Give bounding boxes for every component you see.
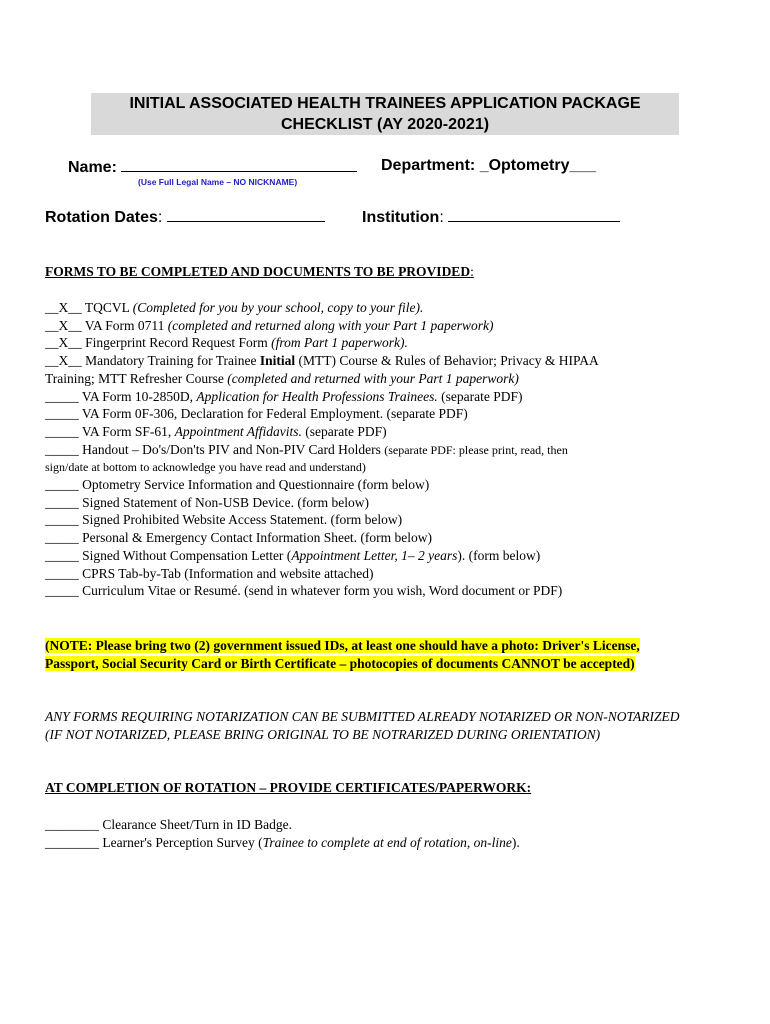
item-text: VA Form 0711	[81, 317, 168, 333]
checkbox-mark[interactable]: _____	[45, 423, 79, 439]
department-label: Department:	[381, 157, 476, 174]
checklist-item	[45, 334, 408, 351]
checkbox-mark[interactable]: _____	[45, 547, 79, 563]
item-text: Fingerprint Record Request Form	[81, 335, 272, 351]
rotation-dates-blank[interactable]	[167, 207, 325, 222]
item-italic-text: (from Part 1 paperwork).	[271, 335, 408, 351]
checklist-item	[45, 388, 523, 405]
item-text: Clearance Sheet/Turn in ID Badge.	[99, 817, 292, 832]
item-text: VA Form 0F-306, Declaration for Federal Employment. (separate PDF)	[78, 406, 468, 422]
checkbox-mark[interactable]: _____	[45, 565, 79, 581]
checkbox-mark[interactable]: _____	[45, 441, 79, 457]
item-text: VA Form SF-61,	[78, 423, 175, 439]
page-title	[91, 93, 679, 135]
item-text: (MTT) Course & Rules of Behavior; Privacy & HIPAA	[295, 353, 599, 369]
checkbox-mark[interactable]: __X__	[45, 317, 82, 333]
title-line-2: CHECKLIST (AY 2020-2021)	[280, 116, 490, 133]
checkbox-mark[interactable]: _____	[45, 477, 79, 492]
item-text: sign/date at bottom to acknowledge you have read and understand)	[45, 460, 366, 475]
item-text: Mandatory Training for Trainee	[81, 353, 260, 369]
checklist-item	[45, 423, 387, 440]
checkbox-mark[interactable]: _____	[45, 406, 79, 422]
name-blank[interactable]	[121, 157, 357, 172]
item-italic-text: (Completed for you by your school, copy to your file).	[132, 300, 424, 315]
item-text: ).	[511, 834, 520, 850]
checklist-item	[45, 370, 519, 387]
item-text: Signed Prohibited Website Access Statement. (form below)	[78, 512, 403, 528]
item-text: TQCVL	[81, 300, 133, 315]
item-text: CPRS Tab-by-Tab (Information and website attached)	[78, 565, 374, 581]
checkbox-mark[interactable]: __X__	[45, 300, 82, 315]
completion-heading: AT COMPLETION OF ROTATION – PROVIDE CERTIFICATES/PAPERWORK:	[45, 780, 532, 795]
item-text: VA Form 10-2850D,	[78, 388, 197, 404]
name-note: (Use Full Legal Name – NO NICKNAME)	[138, 177, 298, 187]
checklist-item	[45, 582, 562, 599]
checklist-item	[45, 441, 568, 459]
checklist-item	[45, 458, 366, 476]
checkbox-mark[interactable]: ________	[45, 817, 99, 832]
item-small-text: (separate PDF: please print, read, then	[384, 442, 568, 457]
item-italic-text: (completed and returned with your Part 1 paperwork)	[227, 370, 519, 386]
item-italic-text: (completed and returned along with your Part 1 paperwork)	[167, 317, 494, 333]
item-text: Handout – Do's/Don'ts PIV and Non-PIV Card Holders	[78, 441, 385, 457]
item-text: Signed Without Compensation Letter (	[78, 547, 292, 563]
checklist-item	[45, 511, 402, 528]
checkbox-mark[interactable]: ________	[45, 834, 99, 850]
checklist-item	[45, 352, 599, 369]
forms-heading: FORMS TO BE COMPLETED AND DOCUMENTS TO BE PROVIDED:	[45, 264, 474, 279]
checkbox-mark[interactable]: _____	[45, 512, 79, 528]
checklist-item	[45, 529, 432, 546]
item-text: Personal & Emergency Contact Information Sheet. (form below)	[78, 530, 433, 546]
rotation-dates-field: Rotation Dates:	[45, 207, 325, 227]
item-italic-text: Appointment Letter, 1– 2 years	[291, 547, 458, 563]
item-bold-text: Initial	[259, 353, 296, 369]
checklist-item	[45, 317, 494, 334]
institution-label: Institution	[362, 209, 440, 226]
checkbox-mark[interactable]: __X__	[45, 353, 82, 369]
department-field	[381, 157, 596, 175]
rotation-dates-label: Rotation Dates	[45, 209, 158, 226]
checkbox-mark[interactable]: _____	[45, 388, 79, 404]
notarization-note: ANY FORMS REQUIRING NOTARIZATION CAN BE SUBMITTED ALREADY NOTARIZED OR NON-NOTARIZED (IF NOT NOTARIZED, PLEASE BRING ORIGINAL TO BE NOTRARIZED DURING ORIENTATION)	[45, 709, 680, 742]
checklist-item	[45, 405, 468, 422]
item-text: Optometry Service Information and Questionnaire (form below)	[78, 477, 430, 492]
name-label: Name:	[68, 159, 117, 176]
item-text: (separate PDF)	[437, 388, 523, 404]
checkbox-mark[interactable]: _____	[45, 530, 79, 546]
checklist-item	[45, 547, 540, 564]
item-text: (separate PDF)	[301, 423, 387, 439]
completion-item	[45, 834, 520, 851]
name-field	[68, 157, 357, 177]
institution-blank[interactable]	[448, 207, 620, 222]
checkbox-mark[interactable]: _____	[45, 494, 79, 510]
institution-field: Institution:	[362, 207, 620, 227]
checkbox-mark[interactable]: _____	[45, 583, 79, 599]
department-value: _Optometry___	[479, 157, 597, 174]
checklist-item	[45, 299, 423, 316]
checkbox-mark[interactable]: __X__	[45, 335, 82, 351]
checklist-item	[45, 494, 369, 511]
item-italic-text: Appointment Affidavits.	[174, 423, 302, 439]
item-italic-text: Trainee to complete at end of rotation, on-line	[262, 834, 512, 850]
item-text: Curriculum Vitae or Resumé. (send in whatever form you wish, Word document or PDF)	[78, 583, 563, 599]
item-text: ). (form below)	[457, 547, 541, 563]
id-note: (NOTE: Please bring two (2) government issued IDs, at least one should have a photo: Driver's License, Passport, Social Security Card or Birth Certificate – photocopies of documents CANNOT be accepted)	[45, 638, 640, 671]
item-text: Training; MTT Refresher Course	[45, 370, 228, 386]
item-text: Learner's Perception Survey (	[99, 834, 263, 850]
title-line-1: INITIAL ASSOCIATED HEALTH TRAINEES APPLICATION PACKAGE	[129, 95, 641, 112]
completion-item	[45, 816, 292, 833]
item-italic-text: Application for Health Professions Trainees.	[196, 388, 438, 404]
checklist-item	[45, 476, 429, 493]
item-text: Signed Statement of Non-USB Device. (form below)	[78, 494, 369, 510]
checklist-item	[45, 565, 374, 582]
